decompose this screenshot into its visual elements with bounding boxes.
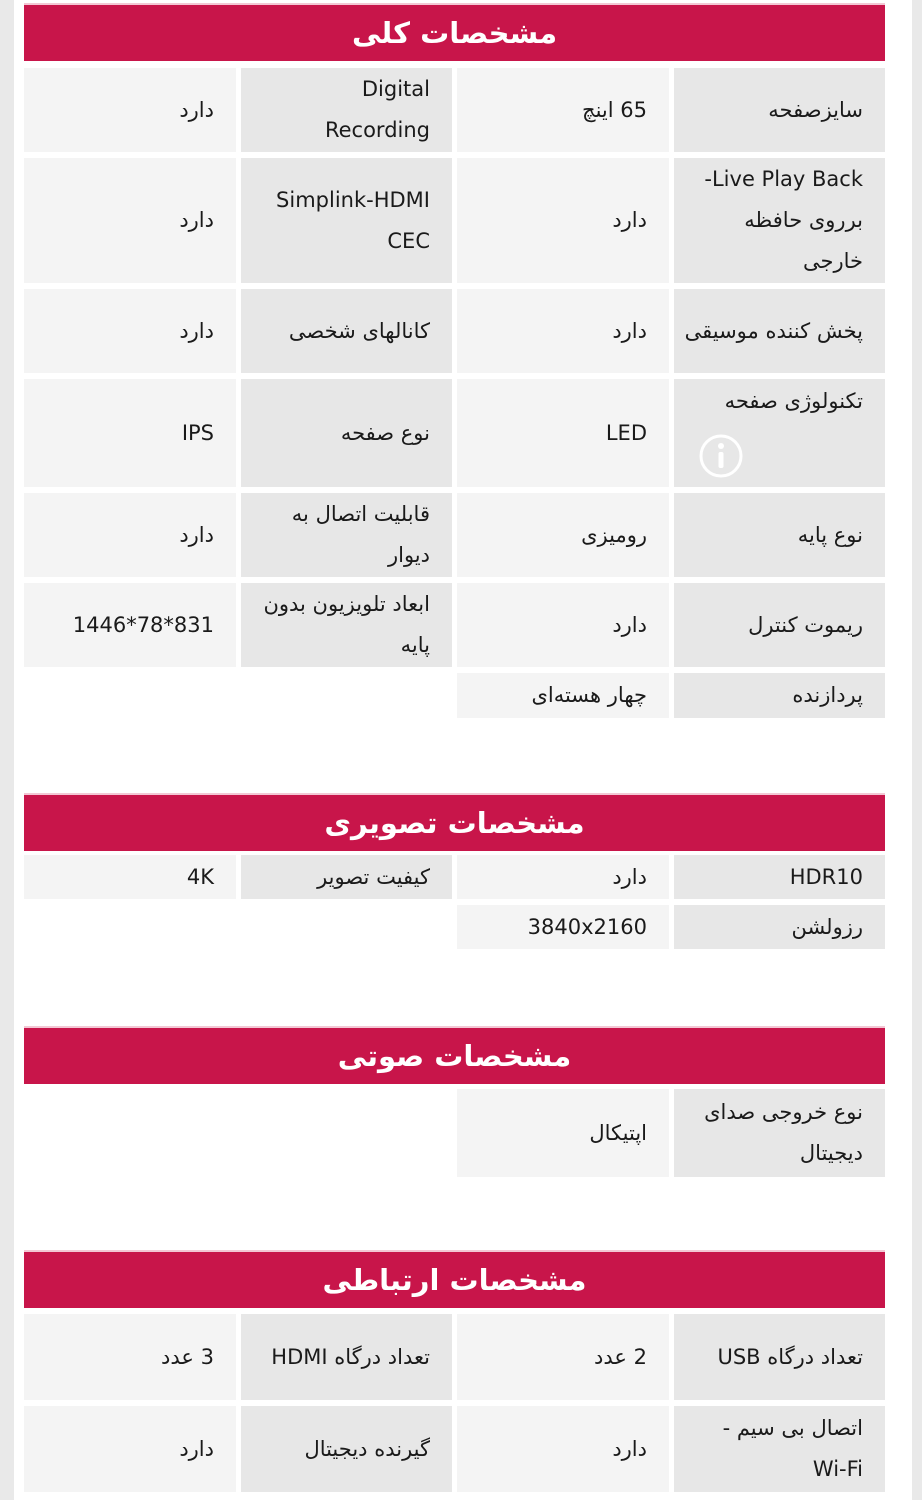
spec-label: HDR10	[674, 855, 885, 899]
spec-label: قابلیت اتصال به دیوار	[241, 493, 452, 577]
spec-value: دارد	[24, 289, 236, 373]
spec-value: دارد	[457, 855, 669, 899]
spec-value: 3840x2160	[457, 905, 669, 949]
spec-label: Live Play Back- برروی حافظه خارجی	[674, 158, 885, 283]
spec-label: کیفیت تصویر	[241, 855, 452, 899]
spec-value: دارد	[24, 158, 236, 283]
spec-value: دارد	[457, 1406, 669, 1492]
spec-label: کانالهای شخصی	[241, 289, 452, 373]
spec-label: Simplink-HDMI CEC	[241, 158, 452, 283]
spec-value: رومیزی	[457, 493, 669, 577]
spec-value: دارد	[24, 68, 236, 152]
section-title-connectivity: مشخصات ارتباطی	[24, 1250, 885, 1308]
spec-value: دارد	[457, 289, 669, 373]
spec-label: نوع خروجی صدای دیجیتال	[674, 1089, 885, 1177]
section-title-audio: مشخصات صوتی	[24, 1026, 885, 1084]
section-title-general: مشخصات کلی	[24, 3, 885, 61]
section-title-picture: مشخصات تصویری	[24, 793, 885, 851]
spec-value: 3 عدد	[24, 1314, 236, 1400]
spec-label: تعداد درگاه HDMI	[241, 1314, 452, 1400]
spec-label: تکنولوژی صفحه	[674, 379, 885, 487]
spec-value: اپتیکال	[457, 1089, 669, 1177]
spec-value: 1446*78*831	[24, 583, 236, 667]
spec-value: دارد	[457, 158, 669, 283]
spec-label: نوع پایه	[674, 493, 885, 577]
info-circle-icon[interactable]	[698, 433, 744, 479]
spec-label: تعداد درگاه USB	[674, 1314, 885, 1400]
spec-value: دارد	[457, 583, 669, 667]
spec-value: IPS	[24, 379, 236, 487]
spec-value: دارد	[24, 1406, 236, 1492]
spec-label: سایزصفحه	[674, 68, 885, 152]
spec-label: رزولشن	[674, 905, 885, 949]
spec-label: گیرنده دیجیتال	[241, 1406, 452, 1492]
spec-label: پردازنده	[674, 673, 885, 718]
section-connectivity	[24, 1250, 885, 1481]
spec-value: 65 اینچ	[457, 68, 669, 152]
spec-label: ابعاد تلویزیون بدون پایه	[241, 583, 452, 667]
page	[14, 0, 912, 1500]
section-general	[24, 3, 885, 707]
spec-label: Digital Recording	[241, 68, 452, 152]
spec-value: چهار هسته‌ای	[457, 673, 669, 718]
section-audio	[24, 1026, 885, 1165]
spec-label: نوع صفحه	[241, 379, 452, 487]
spec-value: LED	[457, 379, 669, 487]
spec-label: پخش کننده موسیقی	[674, 289, 885, 373]
spec-label: ریموت کنترل	[674, 583, 885, 667]
spec-value: 2 عدد	[457, 1314, 669, 1400]
spec-value: دارد	[24, 493, 236, 577]
section-picture	[24, 793, 885, 939]
spec-label: اتصال بی سیم - Wi-Fi	[674, 1406, 885, 1492]
spec-value: 4K	[24, 855, 236, 899]
